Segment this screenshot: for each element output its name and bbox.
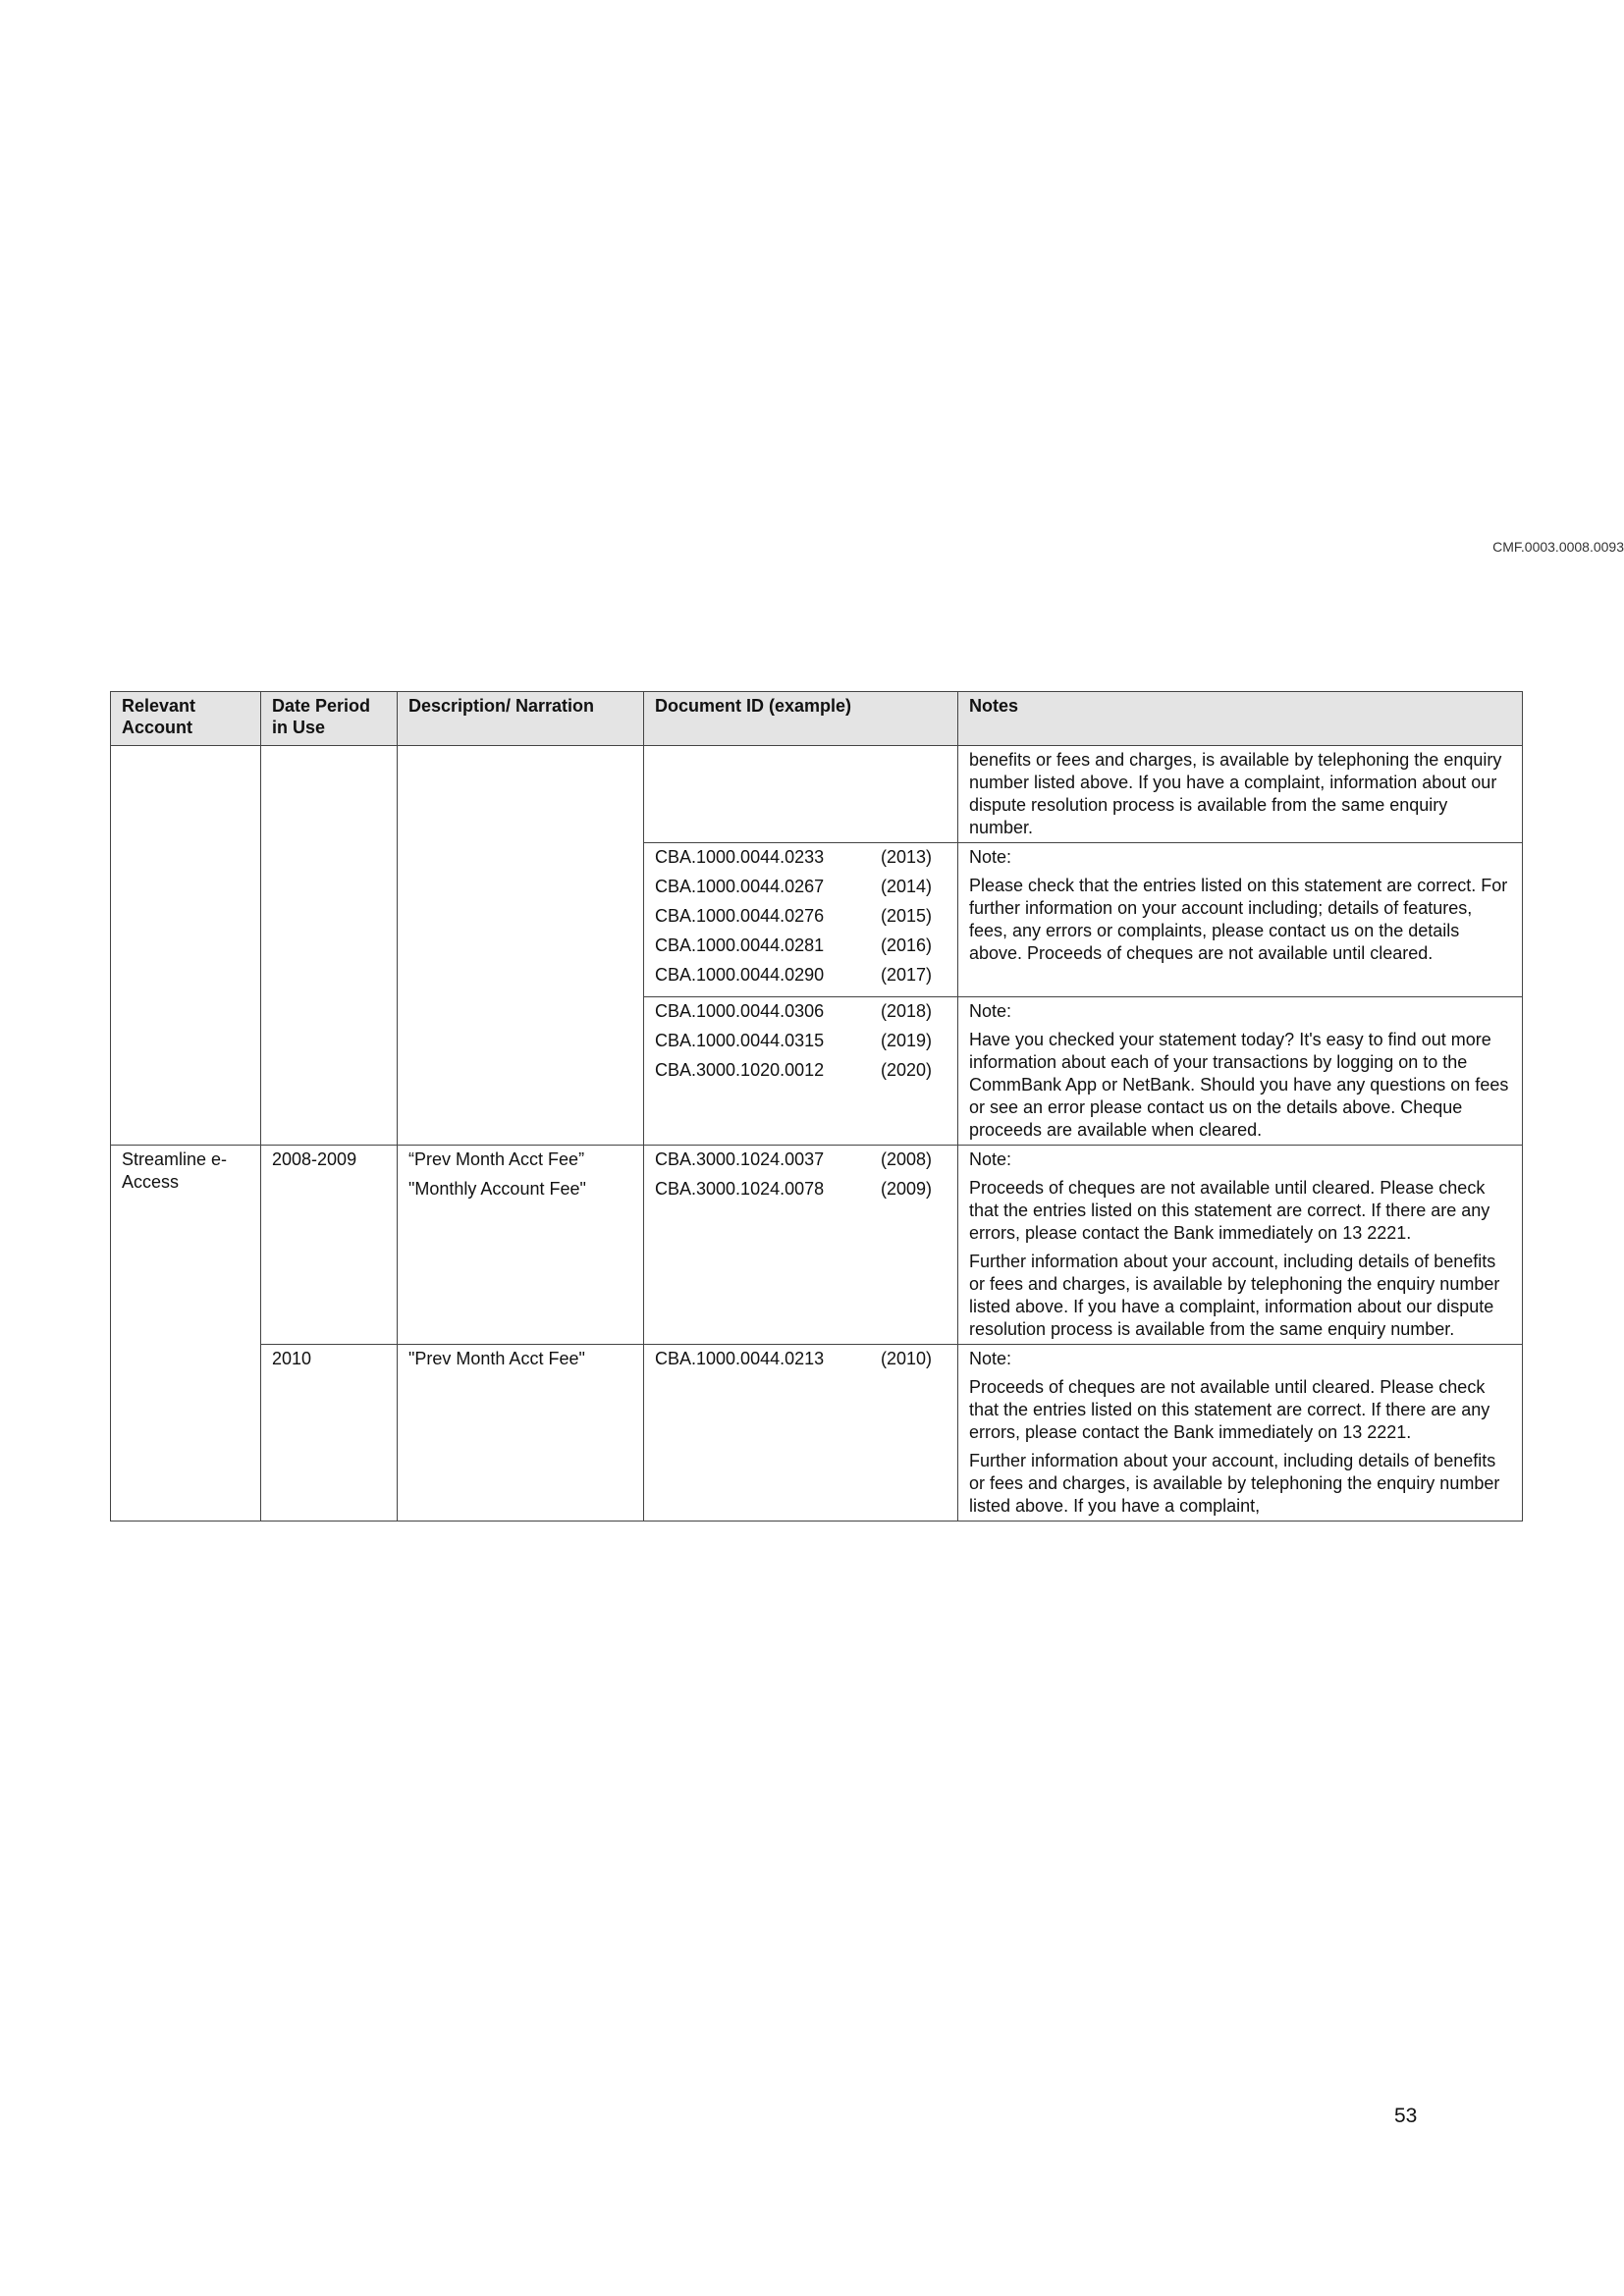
account-cell xyxy=(111,1146,261,1522)
table-row xyxy=(111,1146,1523,1345)
account-name: Streamline e-Access xyxy=(122,1149,228,1192)
document-reference: CMF.0003.0008.0093 xyxy=(1492,539,1624,555)
column-header-date-period: Date Period in Use xyxy=(261,692,398,746)
description-line: "Prev Month Acct Fee" xyxy=(408,1349,585,1368)
document-id-line: CBA.1000.0044.0276 (2015) xyxy=(655,906,932,926)
document-id-cell xyxy=(644,997,958,1146)
document-id-line: CBA.1000.0044.0281 (2016) xyxy=(655,935,932,955)
description-cell xyxy=(398,1146,644,1345)
notes-paragraph: Further information about your account, including details of benefits or fees and charges, is available by telephoning the enquiry number listed above. If you have a complaint, information about our dispute resolution process is available from the same enquiry number. xyxy=(969,1252,1500,1339)
notes-paragraph: Proceeds of cheques are not available until cleared. Please check that the entries listed on this statement are correct. If there are any errors, please contact the Bank immediately on 13 2221. xyxy=(969,1178,1490,1243)
description-cell xyxy=(398,746,644,1146)
note-label: Note: xyxy=(969,1001,1012,1021)
document-id-line: CBA.3000.1024.0037 (2008) xyxy=(655,1149,932,1169)
notes-paragraph: Proceeds of cheques are not available until cleared. Please check that the entries listed on this statement are correct. If there are any errors, please contact the Bank immediately on 13 2221. xyxy=(969,1377,1490,1442)
document-id-cell xyxy=(644,1345,958,1522)
document-id-line: CBA.1000.0044.0213 (2010) xyxy=(655,1349,932,1368)
notes-cell xyxy=(958,1345,1523,1522)
document-id-cell xyxy=(644,843,958,997)
document-id-line: CBA.1000.0044.0233 (2013) xyxy=(655,847,932,867)
notes-cell xyxy=(958,746,1523,843)
notes-cell xyxy=(958,997,1523,1146)
description-line: "Monthly Account Fee" xyxy=(408,1179,586,1199)
notes-text: Have you checked your statement today? It's easy to find out more information about each of your transactions by logging on to the CommBank App or NetBank. Should you have any questions on fees or see an error please contact us on the details above. Cheque proceeds are available when cleared. xyxy=(969,1030,1509,1140)
note-label: Note: xyxy=(969,1149,1012,1169)
period-cell xyxy=(261,1146,398,1345)
period-cell xyxy=(261,1345,398,1522)
period-text: 2008-2009 xyxy=(272,1149,357,1169)
document-id-line: CBA.3000.1024.0078 (2009) xyxy=(655,1179,932,1199)
column-header-notes: Notes xyxy=(958,692,1523,746)
table-header-row xyxy=(111,692,1523,746)
document-id-line: CBA.1000.0044.0267 (2014) xyxy=(655,877,932,896)
document-id-line: CBA.1000.0044.0315 (2019) xyxy=(655,1031,932,1050)
page-number: 53 xyxy=(1394,2105,1418,2127)
notes-cell xyxy=(958,843,1523,997)
document-id-cell xyxy=(644,1146,958,1345)
column-header-description: Description/ Narration xyxy=(398,692,644,746)
period-text: 2010 xyxy=(272,1349,312,1368)
notes-text: Please check that the entries listed on this statement are correct. For further information on your account including; details of features, fees, any errors or complaints, please contact us on the details above. Proceeds of cheques are not available until cleared. xyxy=(969,876,1508,963)
account-cell xyxy=(111,746,261,1146)
document-id-line: CBA.3000.1020.0012 (2020) xyxy=(655,1060,932,1080)
note-label: Note: xyxy=(969,847,1012,867)
note-label: Note: xyxy=(969,1349,1012,1368)
description-cell xyxy=(398,1345,644,1522)
column-header-document-id: Document ID (example) xyxy=(644,692,958,746)
column-header-relevant-account: Relevant Account xyxy=(111,692,261,746)
account-fee-table xyxy=(110,691,1523,1522)
notes-paragraph: Further information about your account, including details of benefits or fees and charges, is available by telephoning the enquiry number listed above. If you have a complaint, xyxy=(969,1451,1500,1516)
notes-cell xyxy=(958,1146,1523,1345)
table-row xyxy=(111,746,1523,843)
document-id-line: CBA.1000.0044.0306 (2018) xyxy=(655,1001,932,1021)
description-line: “Prev Month Acct Fee” xyxy=(408,1149,585,1169)
period-cell xyxy=(261,746,398,1146)
document-id-cell xyxy=(644,746,958,843)
notes-text: benefits or fees and charges, is available by telephoning the enquiry number listed above. If you have a complaint, information about our dispute resolution process is available from the same enquiry number. xyxy=(969,750,1502,837)
table-row xyxy=(111,1345,1523,1522)
document-id-line: CBA.1000.0044.0290 (2017) xyxy=(655,965,932,985)
